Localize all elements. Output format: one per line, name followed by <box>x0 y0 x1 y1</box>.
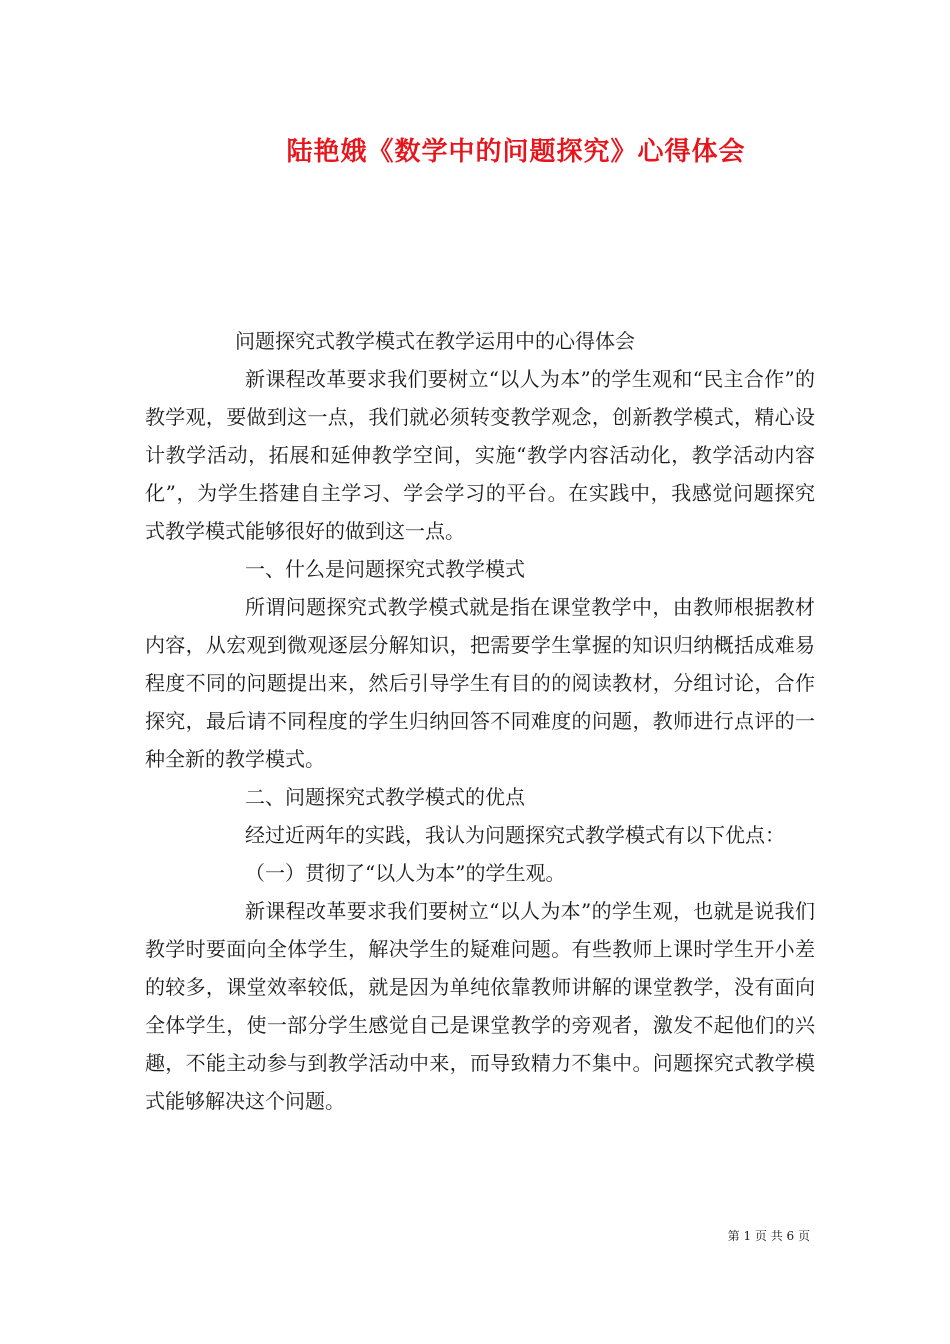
intro-heading: 问题探究式教学模式在教学运用中的心得体会 <box>235 329 635 353</box>
document-body <box>145 322 815 1120</box>
paragraph-4: 新课程改革要求我们要树立“以人为本”的学生观，也就是说我们教学时要面向全体学生，解决学生的疑难问题。有些教师上课时学生开小差的较多，课堂效率较低，就是因为单纯依靠教师讲解的课堂教学，没有面向全体学生，使一部分学生感觉自己是课堂教学的旁观者，激发不起他们的兴趣，不能主动参与到教学活动中来，而导致精力不集中。问题探究式教学模式能够解决这个问题。 <box>145 899 815 1113</box>
page-footer: 第 1 页 共 6 页 <box>727 1229 810 1243</box>
paragraph-2: 所谓问题探究式教学模式就是指在课堂教学中，由教师根据教材内容，从宏观到微观逐层分解知识，把需要学生掌握的知识归纳概括成难易程度不同的问题提出来，然后引导学生有目的的阅读教材，分组讨论，合作探究，最后请不同程度的学生归纳回答不同难度的问题，教师进行点评的一种全新的教学模式。 <box>145 595 815 771</box>
page-title: 陆艳娥《数学中的问题探究》心得体会 <box>286 137 746 167</box>
paragraph-3: 经过近两年的实践，我认为问题探究式教学模式有以下优点： <box>245 823 785 847</box>
paragraph-1: 新课程改革要求我们要树立“以人为本”的学生观和“民主合作”的教学观，要做到这一点，我们就必须转变教学观念，创新教学模式，精心设计教学活动，拓展和延伸教学空间，实施“教学内容活动化，教学活动内容化”，为学生搭建自主学习、学会学习的平台。在实践中，我感觉问题探究式教学模式能够很好的做到这一点。 <box>145 367 815 543</box>
subsection-heading-1: （一）贯彻了“以人为本”的学生观。 <box>245 861 566 885</box>
section-heading-2: 二、问题探究式教学模式的优点 <box>245 785 525 809</box>
section-heading-1: 一、什么是问题探究式教学模式 <box>245 557 525 581</box>
